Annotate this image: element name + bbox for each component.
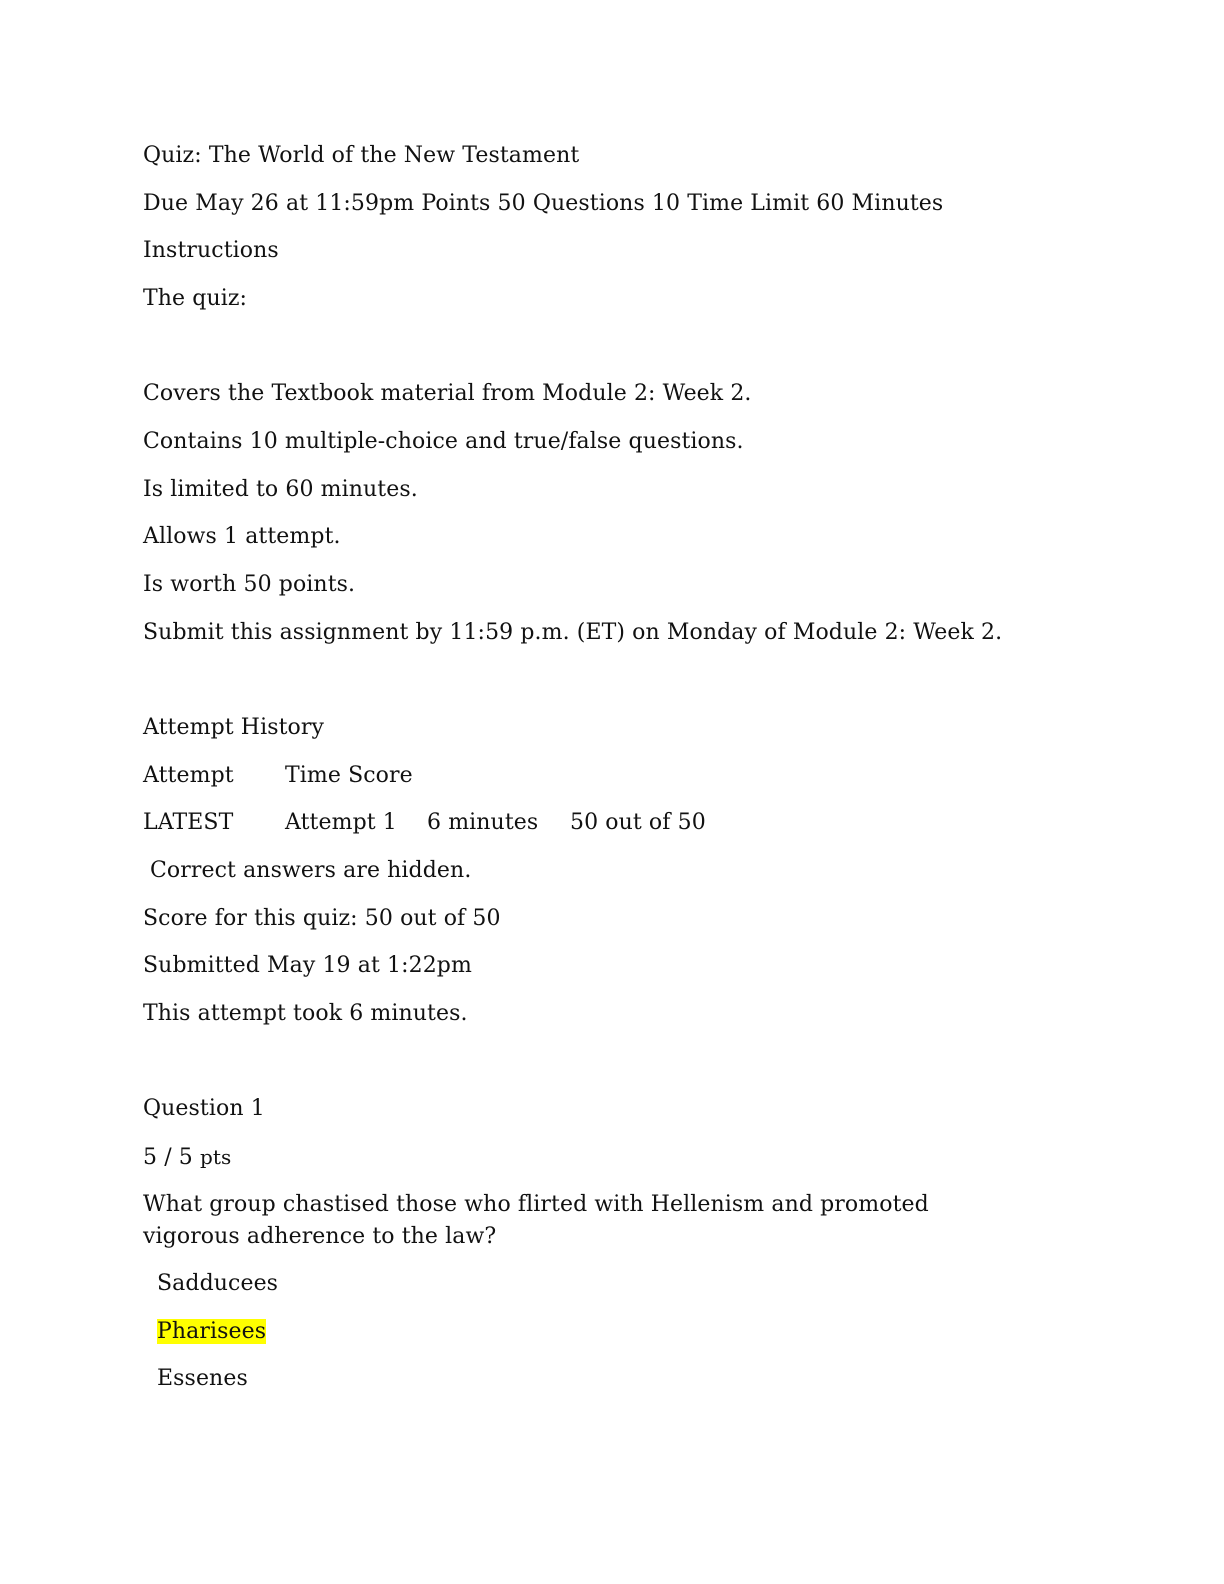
attempt-duration: This attempt took 6 minutes. [143, 1001, 468, 1026]
answer-option[interactable]: Essenes [157, 1366, 248, 1391]
question-label: Question 1 [143, 1096, 265, 1121]
quiz-meta: Due May 26 at 11:59pm Points 50 Questions 10 Time Limit 60 Minutes [143, 191, 944, 216]
points-unit: pts [200, 1145, 232, 1169]
quiz-title: Quiz: The World of the New Testament [143, 143, 580, 168]
question-text: What group chastised those who flirted with Hellenism and promoted vigorous adherence to the law? [143, 1192, 929, 1249]
answer-option[interactable]: Sadducees [157, 1271, 279, 1296]
instruction-item: Is limited to 60 minutes. [143, 477, 418, 502]
points-value: 5 / 5 [143, 1145, 193, 1170]
selected-answer-highlight: Pharisees [157, 1319, 267, 1344]
instruction-item: Contains 10 multiple-choice and true/false questions. [143, 429, 744, 454]
attempt-history-header [143, 761, 413, 791]
quiz-score: Score for this quiz: 50 out of 50 [143, 906, 501, 931]
header-time-score: Time Score [285, 763, 413, 788]
instruction-item: Is worth 50 points. [143, 572, 356, 597]
instruction-item: Covers the Textbook material from Module 2: Week 2. [143, 381, 752, 406]
header-attempt: Attempt [143, 763, 234, 788]
submitted-date: Submitted May 19 at 1:22pm [143, 953, 472, 978]
question-points [143, 1142, 231, 1173]
attempt-latest-label: LATEST [143, 810, 234, 835]
hidden-answers-note: Correct answers are hidden. [150, 858, 472, 883]
instruction-item: Submit this assignment by 11:59 p.m. (ET) on Monday of Module 2: Week 2. [143, 620, 1003, 645]
attempt-history-heading: Attempt History [143, 715, 325, 740]
attempt-time: 6 minutes [427, 810, 539, 835]
instruction-item: Allows 1 attempt. [143, 524, 341, 549]
attempt-score: 50 out of 50 [570, 810, 706, 835]
attempt-number[interactable]: Attempt 1 [285, 810, 397, 835]
attempt-row [143, 808, 706, 838]
answer-option-selected[interactable] [157, 1317, 266, 1347]
instructions-heading: Instructions [143, 238, 279, 263]
quiz-intro: The quiz: [143, 286, 248, 311]
